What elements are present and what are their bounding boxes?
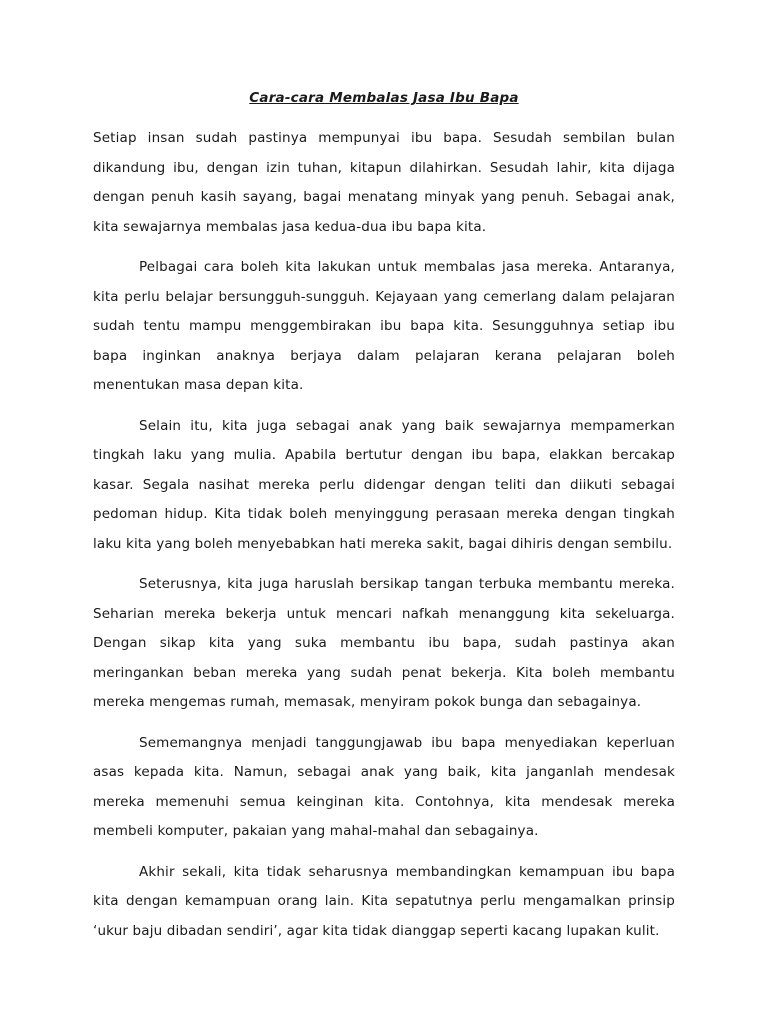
paragraph-study: Pelbagai cara boleh kita lakukan untuk membalas jasa mereka. Antaranya, kita perlu belajar bersungguh-sungguh. Kejayaan yang cemerlang dalam pelajaran sudah tentu mampu menggembirakan ibu bapa kita. Sesungguhnya setiap ibu bapa inginkan anaknya berjaya dalam pelajaran kerana pelajaran boleh menentukan masa depan kita. bbox=[93, 259, 675, 393]
paragraph-needs: Sememangnya menjadi tanggungjawab ibu bapa menyediakan keperluan asas kepada kita. Namun, sebagai anak yang baik, kita janganlah mendesak mereka memenuhi semua keinginan kita. Contohnya, kita mendesak mereka membeli komputer, pakaian yang mahal-mahal dan sebagainya. bbox=[93, 734, 675, 839]
paragraph-behaviour: Selain itu, kita juga sebagai anak yang baik sewajarnya mempamerkan tingkah laku yang mulia. Apabila bertutur dengan ibu bapa, elakkan bercakap kasar. Segala nasihat mereka perlu didengar dengan teliti dan diikuti sebagai pedoman hidup. Kita tidak boleh menyinggung perasaan mereka dengan tingkah laku kita yang boleh menyebabkan hati mereka sakit, bagai dihiris dengan sembilu. bbox=[93, 417, 675, 552]
document-title: Cara-cara Membalas Jasa Ibu Bapa bbox=[249, 90, 519, 106]
paragraph-intro: Setiap insan sudah pastinya mempunyai ibu bapa. Sesudah sembilan bulan dikandung ibu, dengan izin tuhan, kitapun dilahirkan. Sesudah lahir, kita dijaga dengan penuh kasih sayang, bagai menatang minyak yang penuh. Sebagai anak, kita sewajarnya membalas jasa kedua-dua ibu bapa kita. bbox=[93, 130, 675, 235]
document-body bbox=[93, 88, 675, 957]
paragraph-conclusion: Akhir sekali, kita tidak seharusnya membandingkan kemampuan ibu bapa kita dengan kemampuan orang lain. Kita sepatutnya perlu mengamalkan prinsip ‘ukur baju dibadan sendiri’, agar kita tidak dianggap seperti kacang lupakan kulit. bbox=[93, 863, 675, 939]
paragraph-helping: Seterusnya, kita juga haruslah bersikap tangan terbuka membantu mereka. Seharian mereka bekerja untuk mencari nafkah menanggung kita sekeluarga. Dengan sikap kita yang suka membantu ibu bapa, sudah pastinya akan meringankan beban mereka yang sudah penat bekerja. Kita boleh membantu mereka mengemas rumah, memasak, menyiram pokok bunga dan sebagainya. bbox=[93, 576, 675, 710]
